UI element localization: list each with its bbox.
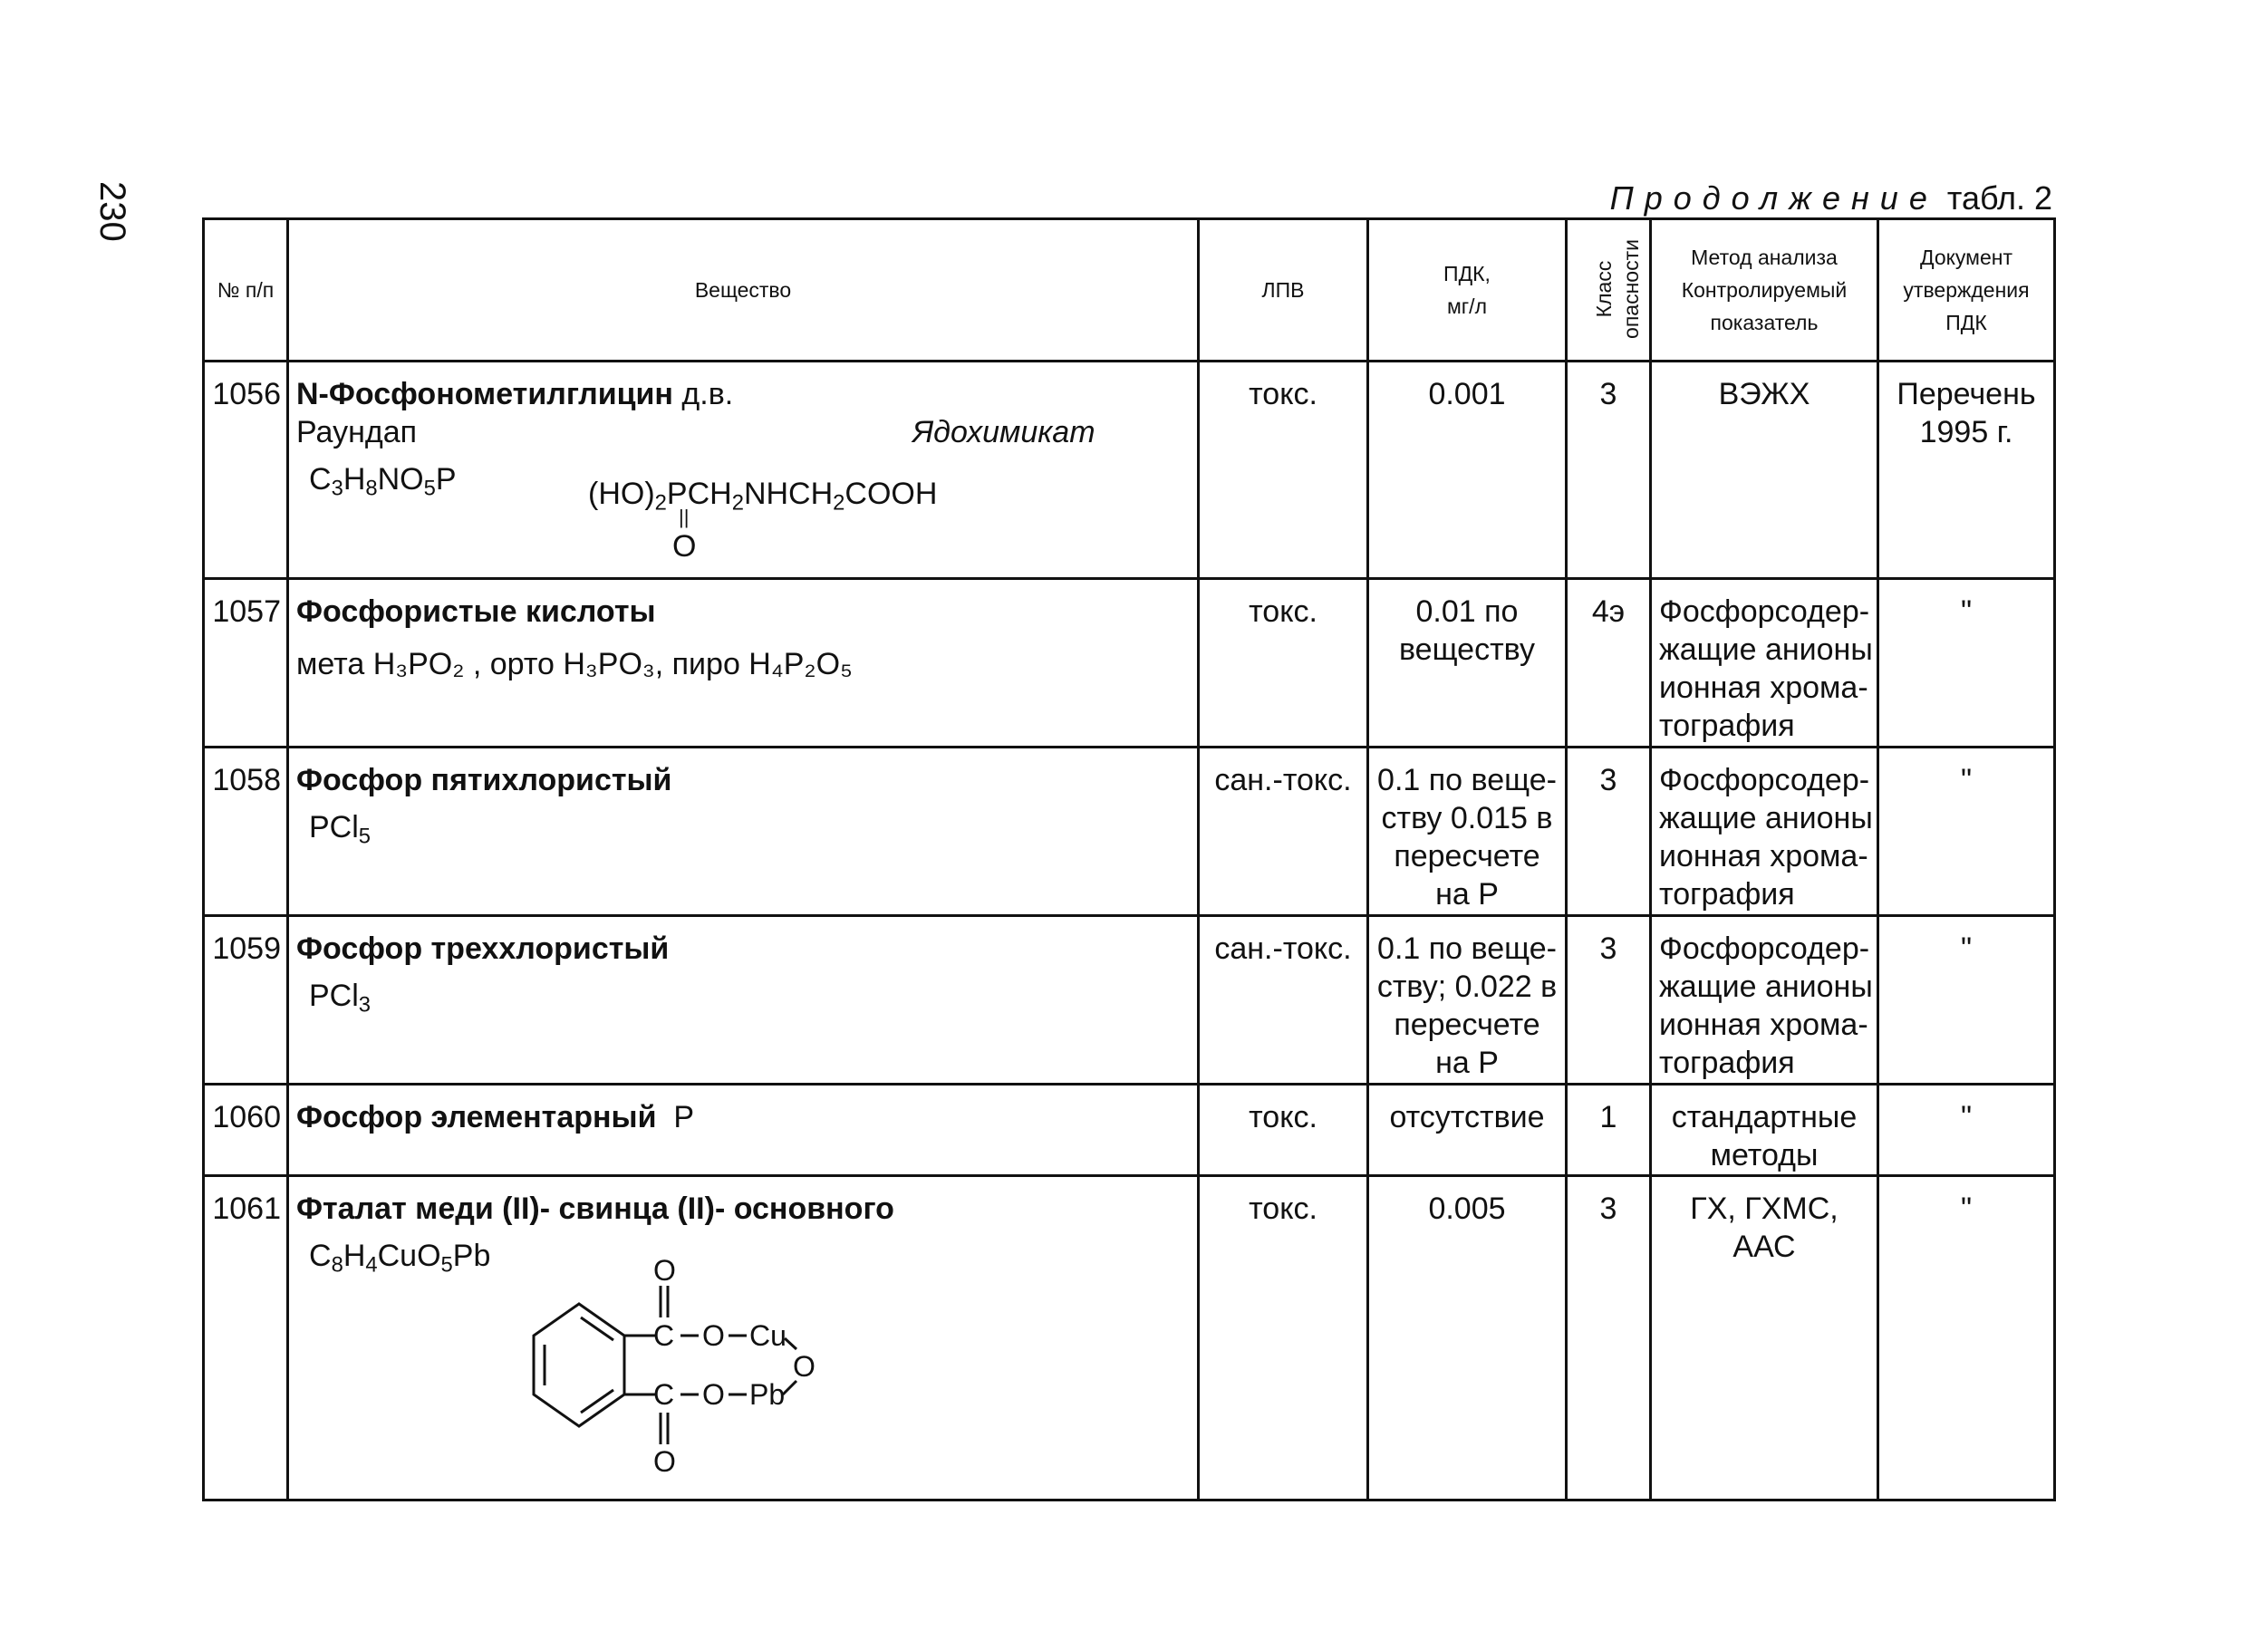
table-row xyxy=(204,362,2055,579)
row-number: 1061 xyxy=(204,1176,288,1500)
lpv-cell: токс. xyxy=(1199,579,1368,748)
pdk-cell xyxy=(1368,748,1567,916)
lpv-cell: сан.-токс. xyxy=(1199,916,1368,1085)
method-line4: тография xyxy=(1659,1046,1795,1080)
doc-cell: " xyxy=(1878,916,2055,1085)
pdk-line1: 0.01 по xyxy=(1415,594,1519,629)
substance-name: Фосфор элементарный xyxy=(296,1100,657,1134)
substance-cell xyxy=(288,1085,1199,1176)
method-line1: Фосфорсодер- xyxy=(1659,594,1870,629)
header-pdk-line1: ПДК, xyxy=(1443,262,1491,285)
substance-name: Фосфор треххлористый xyxy=(296,931,670,966)
method-cell xyxy=(1651,1176,1878,1500)
o-bottom-label: O xyxy=(653,1445,676,1478)
header-doc-line3: ПДК xyxy=(1945,311,1987,334)
method-cell xyxy=(1651,916,1878,1085)
method-line2: жащие анионы xyxy=(1659,632,1873,667)
o-link-top-label: O xyxy=(702,1319,725,1352)
pdk-line1: 0.1 по веще- xyxy=(1377,931,1557,966)
substance-cell xyxy=(288,579,1199,748)
row-number: 1059 xyxy=(204,916,288,1085)
substance-name: Фталат меди (II)- свинца (II)- основного xyxy=(296,1192,894,1226)
double-bond-mark: || xyxy=(679,506,690,528)
o-link-bottom-label: O xyxy=(702,1378,725,1411)
table-row xyxy=(204,748,2055,916)
page-number: 230 xyxy=(92,181,132,242)
method-line1: стандартные xyxy=(1671,1100,1858,1134)
substance-cell xyxy=(288,1176,1199,1500)
pdk-line4: на Р xyxy=(1435,1046,1499,1080)
header-pdk-line2: мг/л xyxy=(1446,294,1487,318)
pdk-line2: веществу xyxy=(1399,632,1535,667)
method-line2: ААС xyxy=(1732,1230,1796,1264)
header-lpv: ЛПВ xyxy=(1199,219,1368,362)
doc-cell: " xyxy=(1878,1085,2055,1176)
doc-cell: " xyxy=(1878,579,2055,748)
pdk-line4: на Р xyxy=(1435,877,1499,912)
pdk-cell xyxy=(1368,579,1567,748)
method-cell: ВЭЖХ xyxy=(1651,362,1878,579)
method-line3: ионная хрома- xyxy=(1659,671,1868,705)
lpv-cell: сан.-токс. xyxy=(1199,748,1368,916)
pdk-line2: ству 0.015 в xyxy=(1381,801,1553,835)
header-method-line3: показатель xyxy=(1710,311,1819,334)
method-cell xyxy=(1651,748,1878,916)
header-class-line2: опасности xyxy=(1618,238,1643,339)
table-row xyxy=(204,1085,2055,1176)
method-line3: ионная хрома- xyxy=(1659,1008,1868,1042)
continuation-table-ref: табл. 2 xyxy=(1946,179,2052,217)
header-pdk xyxy=(1368,219,1567,362)
substance-cell xyxy=(288,362,1199,579)
method-line3: ионная хрома- xyxy=(1659,839,1868,873)
pdk-line1: 0.1 по веще- xyxy=(1377,763,1557,797)
method-line1: ГХ, ГХМС, xyxy=(1690,1192,1839,1226)
pdk-cell: 0.001 xyxy=(1368,362,1567,579)
method-line1: Фосфорсодер- xyxy=(1659,763,1870,797)
pdk-line3: пересчете xyxy=(1394,1008,1540,1042)
substance-cell xyxy=(288,916,1199,1085)
structural-formula: $(HO)_2PCH_2NHCH_2COOH$ xyxy=(588,477,938,516)
doc-line2: 1995 г. xyxy=(1919,415,2013,449)
pdk-line2: ству; 0.022 в xyxy=(1376,970,1558,1004)
chemical-formula: $C_8H_4CuO_5Pb$ xyxy=(309,1239,491,1278)
substances-table xyxy=(202,217,2056,1501)
class-cell: 4э xyxy=(1567,579,1651,748)
table-header-row xyxy=(204,219,2055,362)
header-doc-line1: Документ xyxy=(1919,246,2013,269)
substance-name: N-Фосфонометилглицин xyxy=(296,377,673,411)
substance-name-suffix: д.в. xyxy=(672,377,734,411)
structural-formula-diagram xyxy=(525,1250,833,1494)
table-row xyxy=(204,916,2055,1085)
row-number: 1056 xyxy=(204,362,288,579)
o-bridge-label: O xyxy=(793,1350,816,1383)
substance-producer: Ядохимикат xyxy=(912,415,1095,449)
substance-cell xyxy=(288,748,1199,916)
doc-cell: " xyxy=(1878,1176,2055,1500)
method-line2: методы xyxy=(1710,1138,1819,1172)
method-line2: жащие анионы xyxy=(1659,801,1873,835)
method-line1: Фосфорсодер- xyxy=(1659,931,1870,966)
substance-name: Фосфор пятихлористый xyxy=(296,763,672,797)
substance-synonym: Раундап xyxy=(296,415,418,449)
method-cell xyxy=(1651,1085,1878,1176)
class-cell: 3 xyxy=(1567,362,1651,579)
method-line4: тография xyxy=(1659,877,1795,912)
header-num: № п/п xyxy=(204,219,288,362)
method-line2: жащие анионы xyxy=(1659,970,1873,1004)
row-number: 1058 xyxy=(204,748,288,916)
header-method xyxy=(1651,219,1878,362)
pb-label: Pb xyxy=(749,1378,786,1411)
doc-cell: " xyxy=(1878,748,2055,916)
row-number: 1060 xyxy=(204,1085,288,1176)
doc-cell xyxy=(1878,362,2055,579)
header-doc xyxy=(1878,219,2055,362)
substance-name: Фосфористые кислоты xyxy=(296,594,656,629)
pdk-line3: пересчете xyxy=(1394,839,1540,873)
header-class xyxy=(1567,219,1651,362)
class-cell: 3 xyxy=(1567,916,1651,1085)
pdk-cell: отсутствие xyxy=(1368,1085,1567,1176)
doc-line1: Перечень xyxy=(1896,377,2036,411)
c-top-label: C xyxy=(653,1319,675,1352)
substance-name-suffix: Р xyxy=(656,1100,695,1134)
table-row xyxy=(204,579,2055,748)
method-line4: тография xyxy=(1659,709,1795,743)
header-substance: Вещество xyxy=(288,219,1199,362)
lpv-cell: токс. xyxy=(1199,1176,1368,1500)
o-top-label: O xyxy=(653,1254,676,1287)
chemical-formula: PCl$_3$ xyxy=(309,979,372,1018)
chemical-formula: мета H₃PO₂ , орто H₃PO₃, пиро H₄P₂O₅ xyxy=(296,647,853,681)
class-cell: 3 xyxy=(1567,748,1651,916)
chemical-formula: $C_3H_8NO_5P$ xyxy=(309,462,457,501)
class-cell: 3 xyxy=(1567,1176,1651,1500)
class-cell: 1 xyxy=(1567,1085,1651,1176)
pdk-cell xyxy=(1368,916,1567,1085)
header-class-line1: Класс xyxy=(1591,260,1616,317)
continuation-word: Продолжение xyxy=(1609,179,1938,217)
method-cell xyxy=(1651,579,1878,748)
lpv-cell: токс. xyxy=(1199,362,1368,579)
header-method-line2: Контролируемый xyxy=(1681,278,1848,302)
table-row xyxy=(204,1176,2055,1500)
header-doc-line2: утверждения xyxy=(1903,278,2030,302)
oxygen-label: O xyxy=(672,529,697,564)
pdk-cell: 0.005 xyxy=(1368,1176,1567,1500)
continuation-caption xyxy=(1610,179,2052,217)
header-class-label xyxy=(1590,239,1645,339)
row-number: 1057 xyxy=(204,579,288,748)
chemical-formula: PCl$_5$ xyxy=(309,810,372,849)
cu-label: Cu xyxy=(749,1319,787,1352)
lpv-cell: токс. xyxy=(1199,1085,1368,1176)
benzene-ring xyxy=(534,1286,796,1444)
header-method-line1: Метод анализа xyxy=(1691,246,1838,269)
c-bottom-label: C xyxy=(653,1378,675,1411)
